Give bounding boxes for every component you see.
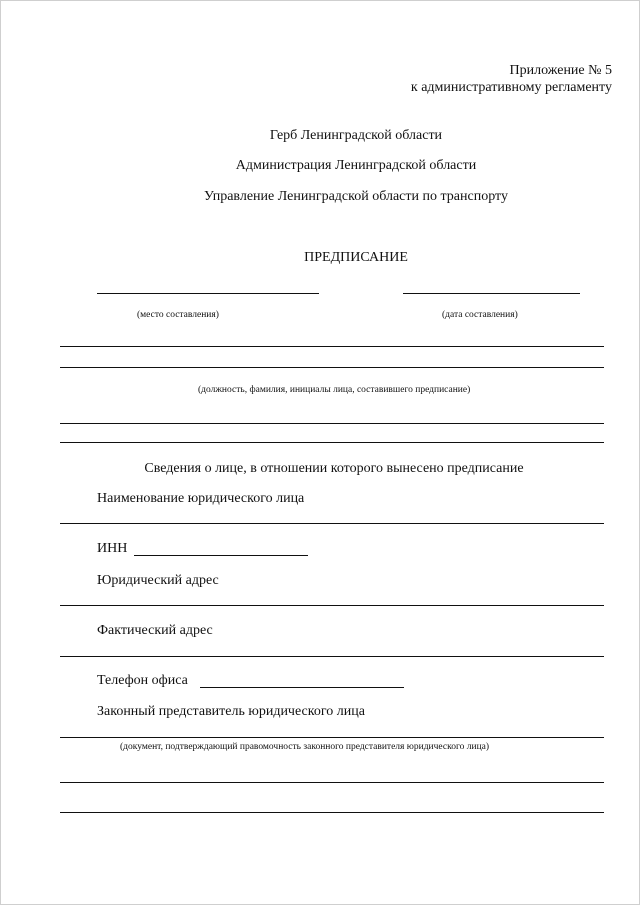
inn-label: ИНН (97, 541, 128, 556)
representative-doc-caption: (документ, подтверждающий правомочность законного представителя юридического лица) (120, 742, 490, 752)
date-caption: (дата составления) (442, 310, 518, 320)
actual-address-line[interactable] (60, 656, 604, 657)
representative-doc-line-1[interactable] (60, 782, 604, 783)
actual-address-label: Фактический адрес (97, 623, 213, 638)
legal-address-line[interactable] (60, 605, 604, 606)
office-phone-label: Телефон офиса (97, 673, 188, 688)
representative-doc-line-2[interactable] (60, 812, 604, 813)
department-name: Управление Ленинградской области по транспорту (204, 189, 508, 204)
legal-address-label: Юридический адрес (97, 573, 219, 588)
place-line[interactable] (97, 293, 319, 294)
author-caption: (должность, фамилия, инициалы лица, составившего предписание) (198, 385, 471, 395)
author-line-1[interactable] (60, 346, 604, 347)
author-line-2[interactable] (60, 367, 604, 368)
author-line-3[interactable] (60, 423, 604, 424)
place-caption: (место составления) (137, 310, 219, 320)
appendix-number: Приложение № 5 (509, 63, 612, 78)
legal-representative-label: Законный представитель юридического лица (97, 704, 365, 719)
legal-name-label: Наименование юридического лица (97, 491, 305, 506)
administration-name: Администрация Ленинградской области (235, 158, 477, 173)
author-line-4[interactable] (60, 442, 604, 443)
coat-of-arms-caption: Герб Ленинградской области (269, 128, 443, 143)
inn-line[interactable] (134, 555, 308, 556)
legal-representative-line[interactable] (60, 737, 604, 738)
office-phone-line[interactable] (200, 687, 404, 688)
document-title: ПРЕДПИСАНИЕ (304, 250, 408, 265)
appendix-subtitle: к административному регламенту (410, 80, 612, 95)
date-line[interactable] (403, 293, 580, 294)
legal-name-line[interactable] (60, 523, 604, 524)
section-heading: Сведения о лице, в отношении которого вынесено предписание (144, 461, 524, 476)
